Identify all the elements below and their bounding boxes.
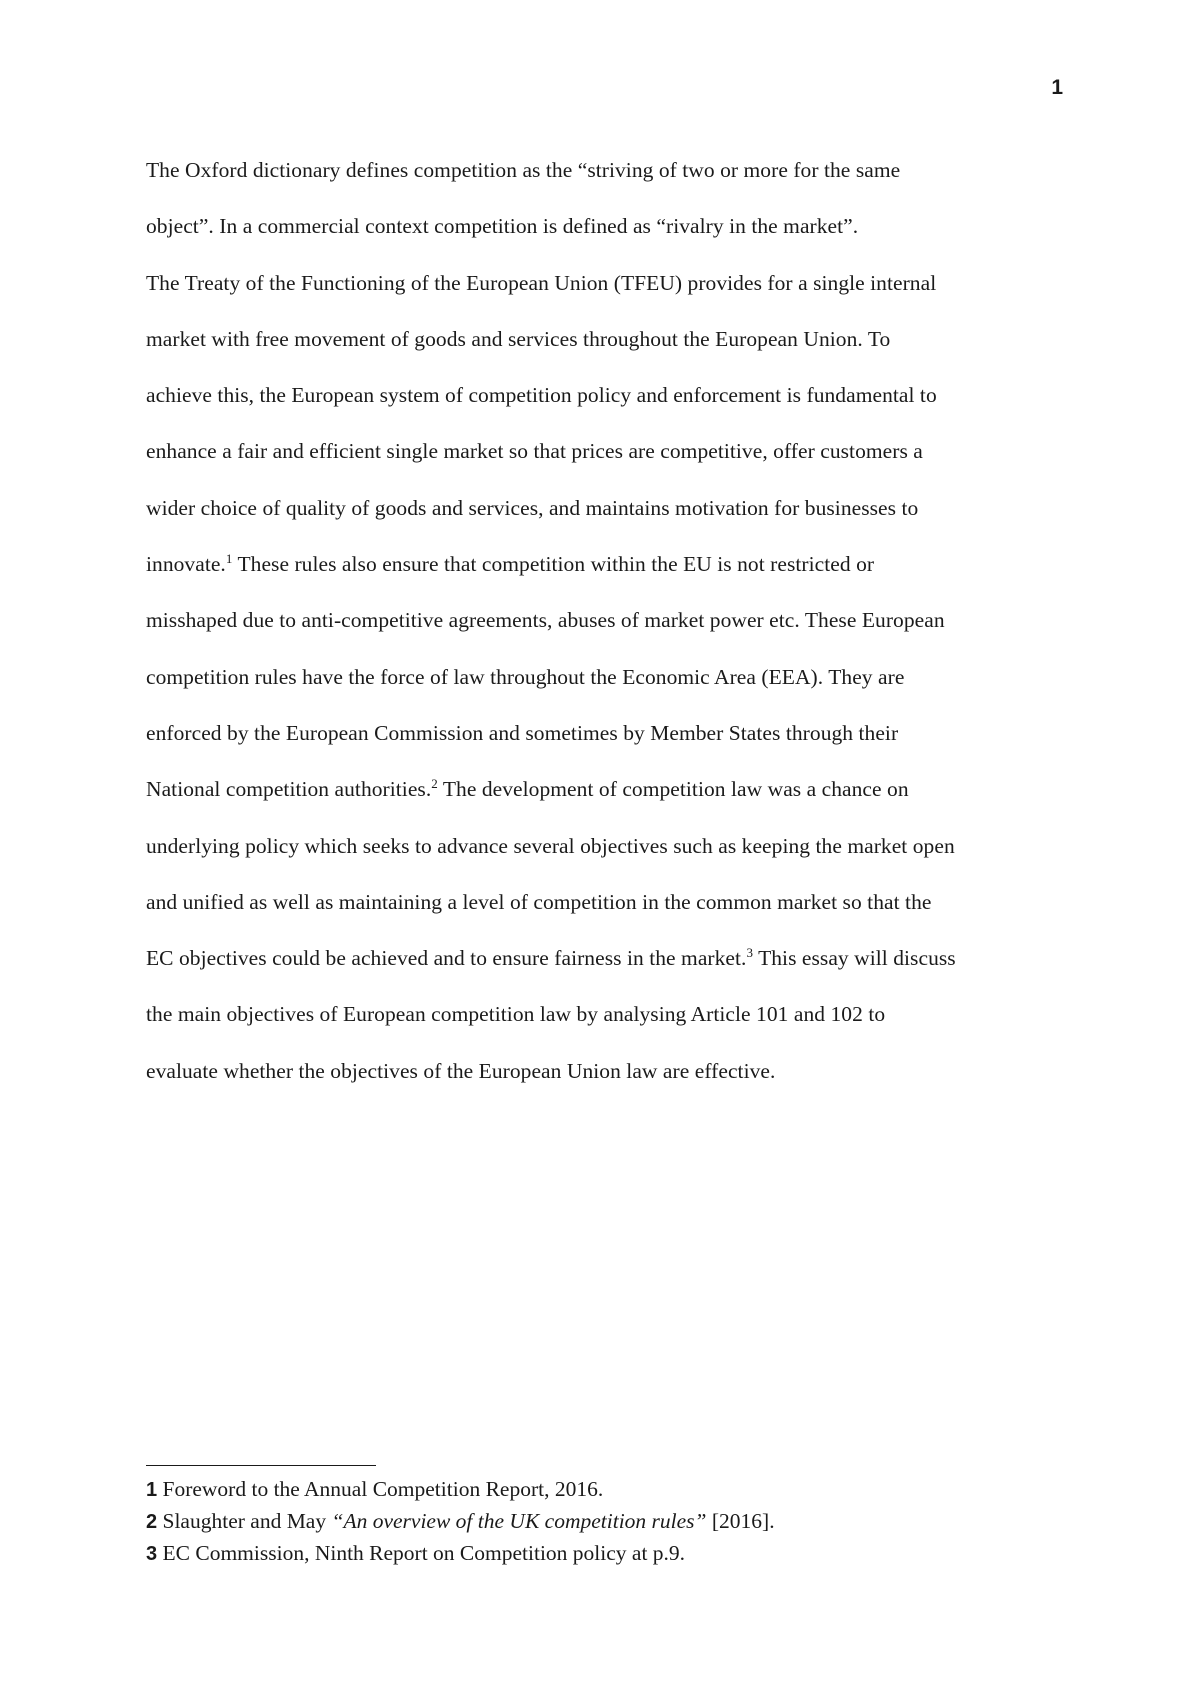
text-line: enhance a fair and efficient single market so that prices are competitive, offer customers a: [146, 439, 923, 464]
footnote-number: 2: [146, 1511, 158, 1533]
footnote-text: EC Commission, Ninth Report on Competition policy at p.9.: [157, 1541, 686, 1565]
text-line: and unified as well as maintaining a level of competition in the common market so that the: [146, 889, 932, 914]
text-line: market with free movement of goods and services throughout the European Union. To: [146, 326, 891, 351]
text-line: the main objectives of European competition law by analysing Article 101 and 102 to: [146, 1002, 886, 1027]
text-segment: This essay will discuss: [753, 946, 956, 971]
page-number: 1: [1051, 76, 1063, 99]
footnote-text: Foreword to the Annual Competition Report, 2016.: [157, 1477, 604, 1501]
text-line: wider choice of quality of goods and services, and maintains motivation for businesses to: [146, 495, 919, 520]
text-segment: National competition authorities.: [146, 777, 432, 802]
footnote-number: 1: [146, 1479, 158, 1501]
footnote-number: 3: [146, 1543, 158, 1565]
footnote-2: [146, 1506, 1046, 1538]
text-segment: These rules also ensure that competition within the EU is not restricted or: [232, 552, 875, 577]
text-line: The Oxford dictionary defines competition as the “striving of two or more for the same: [146, 158, 901, 182]
text-line: object”. In a commercial context competition is defined as “rivalry in the market”.: [146, 214, 859, 239]
footnote-ref-3[interactable]: 3: [746, 945, 754, 960]
footnote-ref-2[interactable]: 2: [431, 776, 438, 792]
footnote-text: [2016].: [706, 1509, 775, 1533]
footnote-3: [146, 1538, 1046, 1570]
text-line: achieve this, the European system of competition policy and enforcement is fundamental to: [146, 383, 937, 408]
text-line: [146, 536, 1076, 592]
text-line: enforced by the European Commission and sometimes by Member States through their: [146, 720, 899, 745]
text-line: competition rules have the force of law throughout the Economic Area (EEA). They are: [146, 664, 905, 689]
footnote-separator: [146, 1465, 376, 1466]
text-line: misshaped due to anti-competitive agreements, abuses of market power etc. These European: [146, 608, 945, 633]
essay-paragraph: [146, 142, 1076, 1099]
footnote-title: “An overview of the UK competition rules”: [331, 1509, 707, 1533]
footnote-text: Slaughter and May: [157, 1509, 332, 1533]
text-segment: innovate.: [146, 552, 226, 577]
text-line: [146, 930, 1076, 986]
text-line: The Treaty of the Functioning of the European Union (TFEU) provides for a single internal: [146, 270, 937, 295]
text-line: evaluate whether the objectives of the European Union law are effective.: [146, 1058, 776, 1083]
text-line: underlying policy which seeks to advance several objectives such as keeping the market open: [146, 833, 955, 858]
text-line: [146, 761, 1076, 817]
footnotes: [146, 1474, 1046, 1570]
footnote-1: [146, 1474, 1046, 1506]
text-segment: EC objectives could be achieved and to ensure fairness in the market.: [146, 946, 747, 971]
text-segment: The development of competition law was a chance on: [437, 777, 909, 802]
footnote-ref-1[interactable]: 1: [225, 550, 233, 566]
